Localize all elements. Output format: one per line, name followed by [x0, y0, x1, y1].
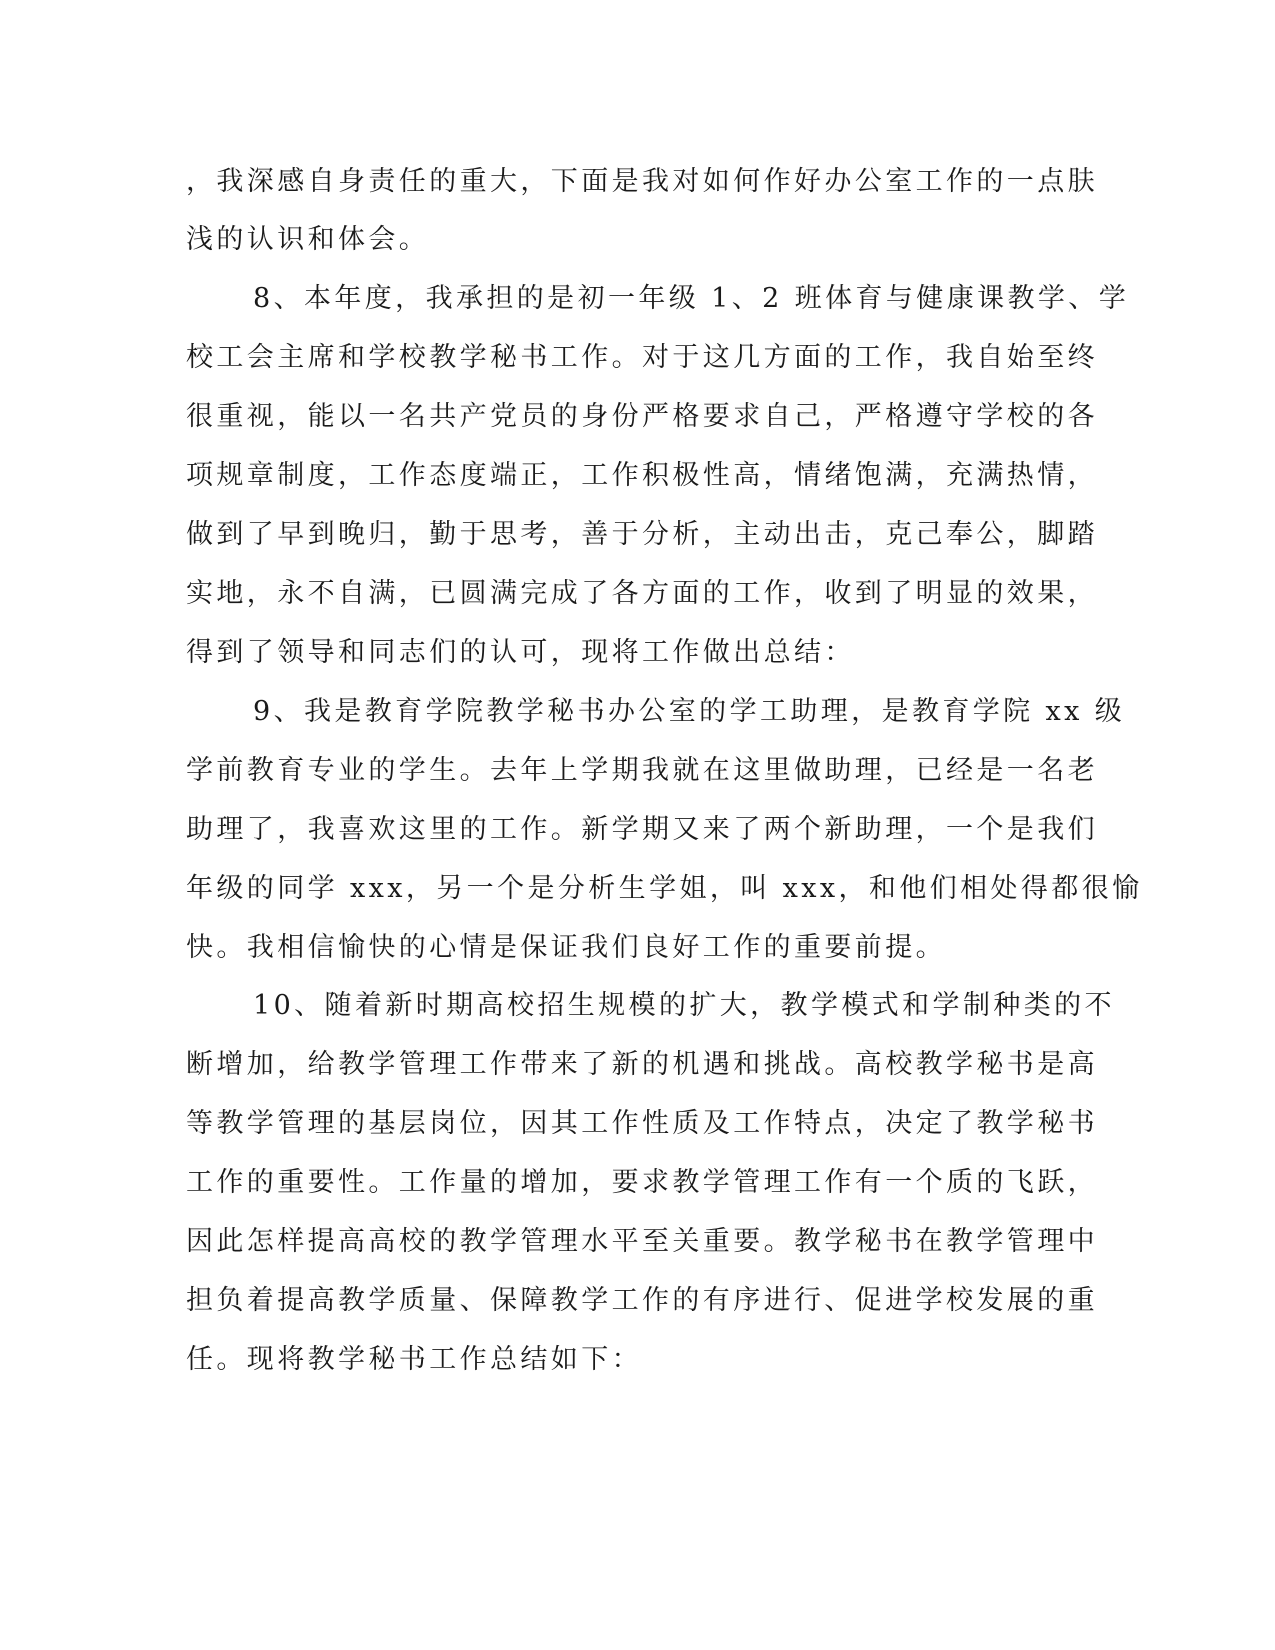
text-line: 校工会主席和学校教学秘书工作。对于这几方面的工作，我自始至终 — [186, 342, 1098, 373]
text-line: 得到了领导和同志们的认可，现将工作做出总结： — [186, 637, 855, 668]
text-line: 断增加，给教学管理工作带来了新的机遇和挑战。高校教学秘书是高 — [186, 1049, 1098, 1080]
text-line: 做到了早到晚归，勤于思考，善于分析，主动出击，克己奉公，脚踏 — [186, 519, 1098, 550]
text-line: 担负着提高教学质量、保障教学工作的有序进行、促进学校发展的重 — [186, 1285, 1098, 1316]
text-line: 等教学管理的基层岗位，因其工作性质及工作特点，决定了教学秘书 — [186, 1108, 1098, 1139]
paragraph-first-line: 8、本年度，我承担的是初一年级 1、2 班体育与健康课教学、学 — [253, 283, 1130, 314]
text-line: 年级的同学 xxx，另一个是分析生学姐，叫 xxx，和他们相处得都很愉 — [186, 873, 1143, 904]
text-line: 实地，永不自满，已圆满完成了各方面的工作，收到了明显的效果， — [186, 578, 1098, 609]
text-line: 很重视，能以一名共产党员的身份严格要求自己，严格遵守学校的各 — [186, 401, 1098, 432]
text-line: 快。我相信愉快的心情是保证我们良好工作的重要前提。 — [186, 932, 946, 963]
text-line: 因此怎样提高高校的教学管理水平至关重要。教学秘书在教学管理中 — [186, 1226, 1098, 1257]
text-line: 项规章制度，工作态度端正，工作积极性高，情绪饱满，充满热情， — [186, 460, 1098, 491]
paragraph-first-line: 10、随着新时期高校招生规模的扩大，教学模式和学制种类的不 — [253, 990, 1115, 1021]
text-line: ，我深感自身责任的重大，下面是我对如何作好办公室工作的一点肤 — [186, 166, 1098, 197]
text-line: 工作的重要性。工作量的增加，要求教学管理工作有一个质的飞跃， — [186, 1167, 1098, 1198]
text-line: 学前教育专业的学生。去年上学期我就在这里做助理，已经是一名老 — [186, 755, 1098, 786]
text-line: 浅的认识和体会。 — [186, 224, 430, 255]
text-line: 助理了，我喜欢这里的工作。新学期又来了两个新助理，一个是我们 — [186, 814, 1098, 845]
paragraph-first-line: 9、我是教育学院教学秘书办公室的学工助理，是教育学院 xx 级 — [253, 696, 1126, 727]
text-line: 任。现将教学秘书工作总结如下： — [186, 1344, 642, 1375]
